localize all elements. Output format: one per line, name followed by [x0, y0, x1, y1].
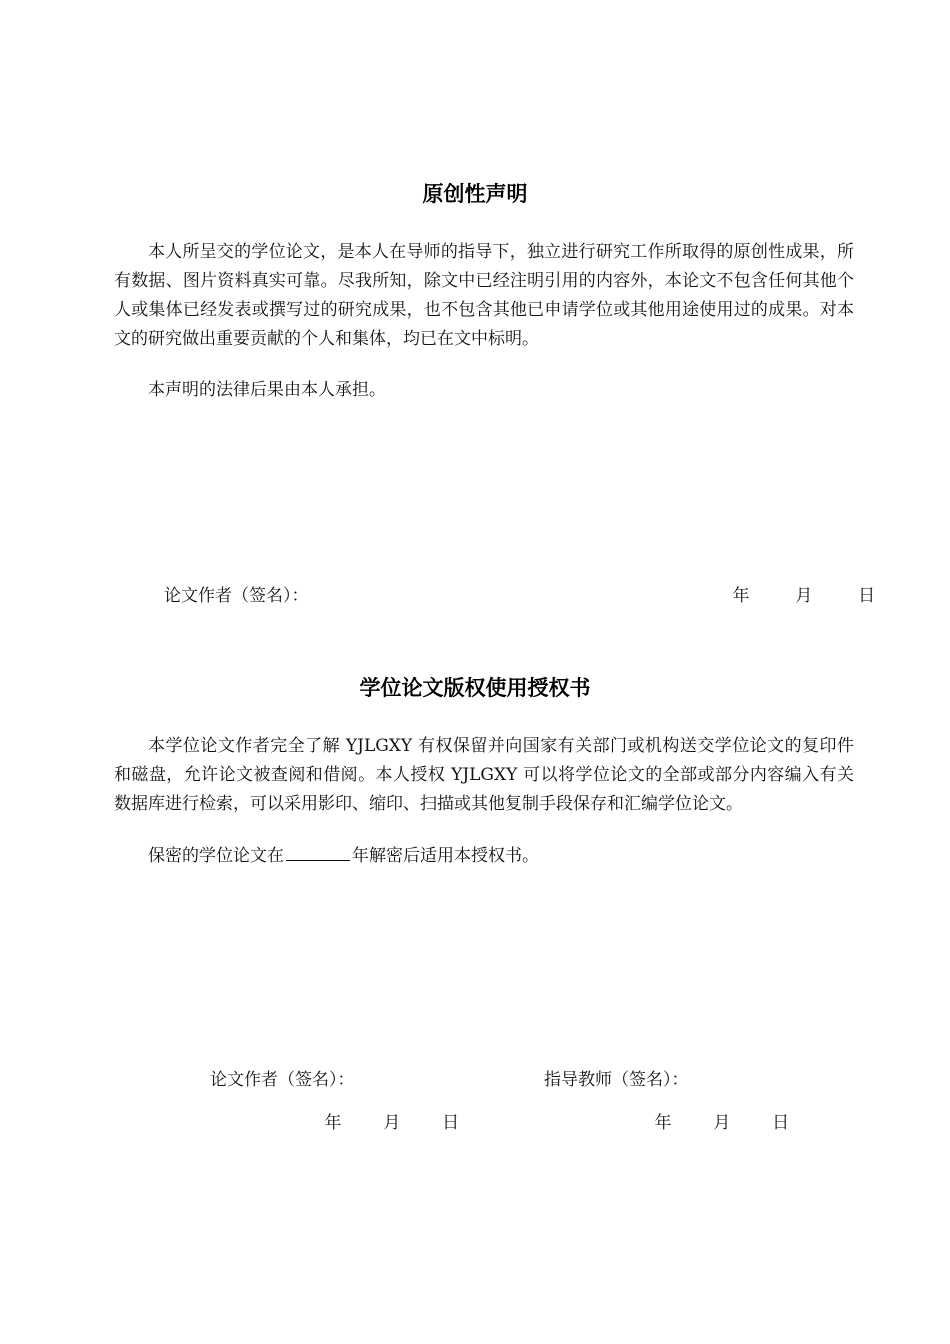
date-day: 日 [772, 1113, 790, 1133]
declaration-paragraph: 本人所呈交的学位论文，是本人在导师的指导下，独立进行研究工作所取得的原创性成果，所有数据、图片资料真实可靠。尽我所知，除文中已经注明引用的内容外，本论文不包含任何其他个人或集体已经发表或撰写过的研究成果，也不包含其他已申请学位或其他用途使用过的成果。对本文的研究做出重要贡献的个人和集体，均已在文中标明。 [114, 242, 854, 349]
date-year: 年 [654, 1113, 672, 1133]
date-month: 月 [383, 1113, 401, 1133]
declaration-legal-paragraph: 本声明的法律后果由本人承担。 [148, 380, 386, 400]
declaration-date [728, 584, 880, 608]
date-month: 月 [713, 1113, 731, 1133]
advisor-date [650, 1111, 794, 1135]
confidential-paragraph [114, 842, 854, 871]
copyright-authorization-title: 学位论文版权使用授权书 [359, 676, 591, 700]
date-year: 年 [732, 586, 750, 606]
date-day: 日 [858, 586, 876, 606]
confidential-years-blank[interactable] [286, 842, 350, 861]
date-day: 日 [442, 1113, 460, 1133]
confidential-prefix: 保密的学位论文在 [148, 846, 284, 866]
authorization-author-signature-label: 论文作者（签名）： [210, 1070, 355, 1090]
date-month: 月 [795, 586, 813, 606]
advisor-signature-label: 指导教师（签名）： [544, 1070, 689, 1090]
author-date [320, 1111, 464, 1135]
date-year: 年 [324, 1113, 342, 1133]
originality-declaration-title: 原创性声明 [422, 182, 528, 206]
declaration-author-signature-label: 论文作者（签名）： [164, 586, 309, 606]
authorization-paragraph: 本学位论文作者完全了解 YJLGXY 有权保留并向国家有关部门或机构送交学位论文的复印件和磁盘，允许论文被查阅和借阅。本人授权 YJLGXY 可以将学位论文的全部或部分内容编入有关数据库进行检索，可以采用影印、缩印、扫描或其他复制手段保存和汇编学位论文。 [114, 736, 854, 814]
confidential-suffix: 年解密后适用本授权书。 [352, 846, 539, 866]
